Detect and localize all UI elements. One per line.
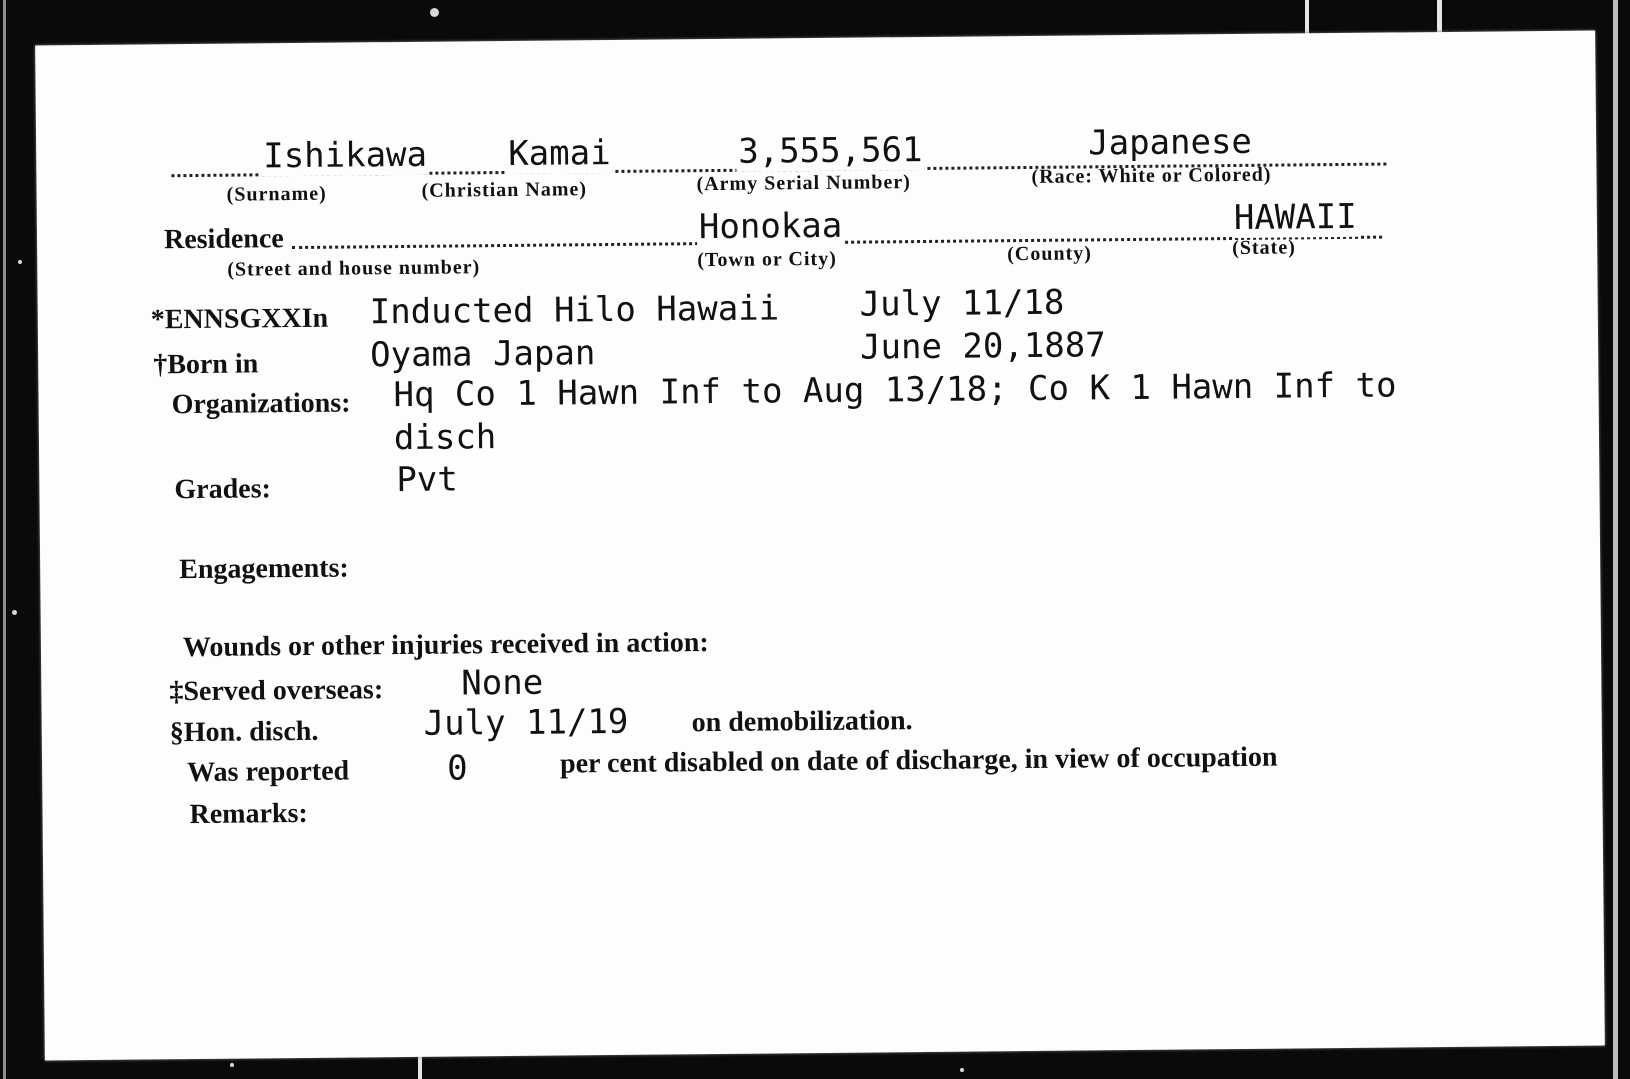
state-value: HAWAII (1233, 196, 1357, 239)
hon-disch-date: July 11/19 (423, 701, 629, 744)
enlisted-date: July 11/18 (859, 282, 1065, 325)
remarks-label: Remarks: (189, 797, 308, 831)
born-label: †Born in (153, 348, 259, 381)
caption-race: (Race: White or Colored) (1031, 163, 1272, 188)
film-speck (960, 1068, 964, 1072)
surname-value: Ishikawa (263, 134, 428, 177)
born-date: June 20,1887 (859, 325, 1106, 368)
caption-surname: (Surname) (226, 182, 327, 206)
hon-disch-label: §Hon. disch. (169, 715, 319, 749)
caption-street: (Street and house number) (227, 256, 481, 281)
film-edge-right-2 (1437, 0, 1442, 34)
wounds-label: Wounds or other injuries received in action: (182, 627, 709, 664)
residence-label: Residence (164, 223, 286, 256)
organizations-line-1: Hq Co 1 Hawn Inf to Aug 13/18; Co K 1 Hawn Inf to (393, 365, 1397, 416)
reported-suffix: per cent disabled on date of discharge, in view of occupation (559, 741, 1278, 780)
film-speck (430, 8, 439, 17)
engagements-label: Engagements: (179, 552, 349, 586)
film-speck (18, 260, 22, 264)
enlisted-value: Inducted Hilo Hawaii (369, 288, 780, 333)
serial-number-value: 3,555,561 (738, 129, 923, 172)
film-speck (230, 1063, 234, 1067)
enlisted-label: *ENNSGXXIn (150, 302, 329, 336)
reported-value: 0 (446, 748, 468, 789)
caption-serial: (Army Serial Number) (696, 171, 912, 196)
service-record-card (35, 31, 1605, 1061)
christian-name-value: Kamai (508, 132, 611, 174)
film-edge-bottom (418, 1055, 422, 1079)
film-edge-left (3, 0, 6, 1079)
organizations-line-2: disch (393, 417, 497, 459)
town-value: Honokaa (698, 205, 843, 248)
film-edge-right-3 (1613, 0, 1618, 1079)
caption-state: (State) (1232, 236, 1296, 260)
organizations-label: Organizations: (171, 387, 351, 421)
born-place: Oyama Japan (369, 333, 596, 376)
film-edge-right-1 (1305, 0, 1309, 34)
caption-christian-name: (Christian Name) (421, 178, 588, 202)
caption-county: (County) (1007, 242, 1092, 266)
served-overseas-value: None (461, 662, 544, 704)
grades-value: Pvt (396, 459, 458, 501)
race-value: Japanese (1087, 121, 1253, 164)
hon-disch-suffix: on demobilization. (691, 705, 913, 739)
film-speck (12, 610, 17, 615)
caption-town: (Town or City) (697, 247, 837, 272)
reported-label: Was reported (187, 755, 350, 789)
grades-label: Grades: (174, 473, 272, 506)
served-overseas-label: ‡Served overseas: (169, 674, 384, 708)
